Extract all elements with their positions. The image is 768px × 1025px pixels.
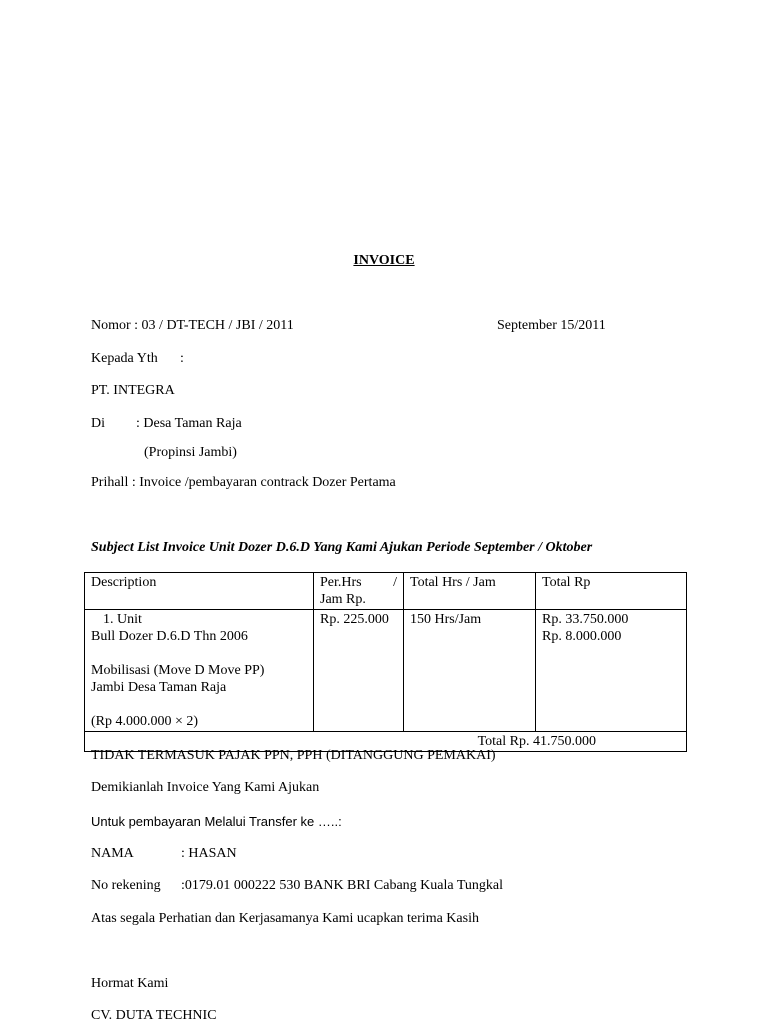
- table-header-row: [85, 573, 687, 610]
- company-name: CV. DUTA TECHNIC: [91, 1008, 217, 1023]
- account-name-label: NAMA: [91, 846, 134, 861]
- transfer-instruction: Untuk pembayaran Melalui Transfer ke …..:: [91, 814, 342, 829]
- tax-note: TIDAK TERMASUK PAJAK PPN, PPH (DITANGGUNG PEMAKAI): [91, 748, 496, 763]
- regards: Hormat Kami: [91, 976, 169, 991]
- account-name-value: : HASAN: [181, 846, 237, 861]
- row-total-rp: [536, 610, 687, 732]
- location-value: : Desa Taman Raja: [136, 416, 242, 431]
- row-unit-name: Bull Dozer D.6.D Thn 2006: [91, 629, 248, 644]
- header-per-hrs: [314, 573, 404, 610]
- row-mobilization-cost: (Rp 4.000.000 × 2): [91, 714, 199, 729]
- row-description: [85, 610, 314, 732]
- grand-total: Total Rp. 41.750.000: [85, 732, 687, 752]
- header-per-hrs-label: Per.Hrs: [320, 575, 362, 590]
- header-total-rp: Total Rp: [536, 573, 687, 610]
- kepada-label: Kepada Yth: [91, 351, 158, 366]
- row-route: Jambi Desa Taman Raja: [91, 680, 227, 695]
- row-mobilization: Mobilisasi (Move D Move PP): [91, 663, 265, 678]
- recipient-name: PT. INTEGRA: [91, 383, 175, 398]
- row-total-rp-dozer: Rp. 33.750.000: [542, 612, 629, 627]
- header-description: Description: [85, 573, 314, 610]
- invoice-date: September 15/2011: [497, 318, 606, 333]
- location-label: Di: [91, 416, 105, 431]
- row-per-hrs: Rp. 225.000: [314, 610, 404, 732]
- table-row: [85, 610, 687, 732]
- account-number-label: No rekening: [91, 878, 161, 893]
- subject-heading: Subject List Invoice Unit Dozer D.6.D Yang Kami Ajukan Periode September / Oktober: [91, 540, 593, 555]
- document-title: INVOICE: [353, 253, 415, 268]
- subject-line: Prihall : Invoice /pembayaran contrack Dozer Pertama: [91, 475, 396, 490]
- row-total-hrs: 150 Hrs/Jam: [404, 610, 536, 732]
- header-per-hrs-unit: Jam Rp.: [320, 592, 366, 607]
- account-number-value: :0179.01 000222 530 BANK BRI Cabang Kuala Tungkal: [181, 878, 503, 893]
- row-total-rp-mobilization: Rp. 8.000.000: [542, 629, 622, 644]
- header-per-hrs-slash: /: [393, 575, 397, 590]
- invoice-table: [84, 572, 687, 752]
- row-item-number: 1. Unit: [103, 612, 142, 627]
- thanks-note: Atas segala Perhatian dan Kerjasamanya Kami ucapkan terima Kasih: [91, 911, 479, 926]
- invoice-number: Nomor : 03 / DT-TECH / JBI / 2011: [91, 318, 294, 333]
- closing-statement: Demikianlah Invoice Yang Kami Ajukan: [91, 780, 320, 795]
- header-total-hrs: Total Hrs / Jam: [404, 573, 536, 610]
- kepada-colon: :: [180, 351, 184, 366]
- province: (Propinsi Jambi): [144, 445, 237, 460]
